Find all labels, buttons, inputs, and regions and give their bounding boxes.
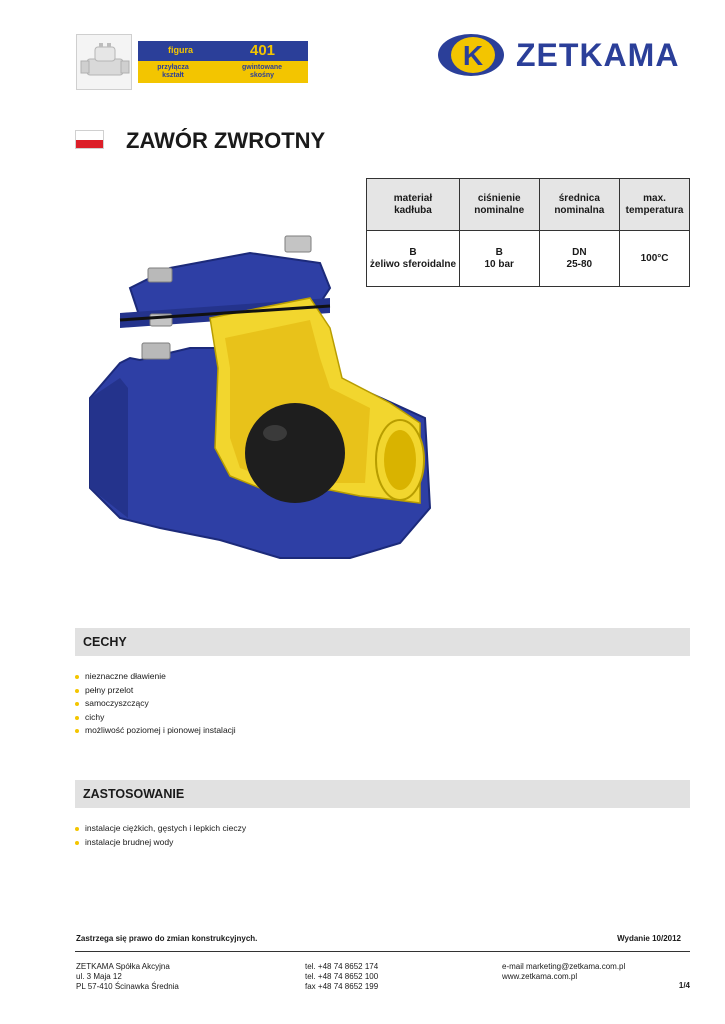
- disclaimer-note: Zastrzega się prawo do zmian konstrukcyjnych.: [76, 934, 258, 943]
- spec-header-diameter: średnica nominalna: [539, 179, 620, 231]
- features-heading: CECHY: [83, 635, 127, 649]
- logo-mark-letter: K: [462, 40, 484, 71]
- spec-value-material: B żeliwo sferoidalne: [367, 231, 460, 287]
- figure-details: [138, 61, 308, 83]
- list-item: instalacje ciężkich, gęstych i lepkich cieczy: [75, 822, 246, 836]
- bullet-icon: [75, 689, 79, 693]
- list-item: samoczyszczący: [75, 697, 236, 711]
- list-item: pełny przelot: [75, 684, 236, 698]
- list-item: instalacje brudnej wody: [75, 836, 246, 850]
- footer-web: [502, 962, 625, 982]
- bullet-icon: [75, 675, 79, 679]
- page-title: ZAWÓR ZWROTNY: [126, 128, 326, 153]
- application-section-header: [75, 780, 690, 808]
- list-item: możliwość poziomej i pionowej instalacji: [75, 724, 236, 738]
- spec-header-material: materiał kadłuba: [367, 179, 460, 231]
- email-link[interactable]: e-mail marketing@zetkama.com.pl: [502, 962, 626, 971]
- page-number: 1/4: [678, 981, 690, 990]
- figure-number: 401: [250, 42, 276, 59]
- application-heading: ZASTOSOWANIE: [83, 787, 185, 801]
- bullet-icon: [75, 729, 79, 733]
- spec-header-pressure: ciśnienie nominalne: [459, 179, 539, 231]
- zetkama-logo: [438, 33, 692, 77]
- connection-value: gwintowane skośny: [241, 64, 283, 79]
- list-item: cichy: [75, 711, 236, 725]
- bullet-icon: [75, 716, 79, 720]
- application-list: [75, 822, 246, 849]
- figure-info-box: [138, 41, 308, 83]
- valve-cutaway-image: [80, 228, 440, 573]
- edition-label: Wydanie 10/2012: [617, 934, 681, 943]
- footer-phones: tel. +48 74 8652 174 tel. +48 74 8652 100 fax +48 74 8652 199: [305, 962, 379, 991]
- product-thumbnail: [76, 34, 132, 90]
- features-section-header: [75, 628, 690, 656]
- bullet-icon: [75, 702, 79, 706]
- bullet-icon: [75, 841, 79, 845]
- spec-header-row: [367, 179, 690, 231]
- figure-label: figura: [168, 45, 194, 55]
- polish-flag-icon: [75, 130, 104, 149]
- spec-header-temperature: max. temperatura: [620, 179, 690, 231]
- footer-divider: [75, 951, 690, 952]
- connection-label: przyłącza kształt: [157, 64, 189, 79]
- features-list: [75, 670, 236, 738]
- figure-header: [138, 41, 308, 61]
- logo-mark-icon: [438, 33, 508, 77]
- list-item: nieznaczne dławienie: [75, 670, 236, 684]
- spec-value-temperature: 100°C: [620, 231, 690, 287]
- bullet-icon: [75, 827, 79, 831]
- spec-value-diameter: DN 25-80: [539, 231, 620, 287]
- website-link[interactable]: www.zetkama.com.pl: [502, 972, 578, 981]
- spec-value-pressure: B 10 bar: [459, 231, 539, 287]
- footer-address: ZETKAMA Spółka Akcyjna ul. 3 Maja 12 PL 57-410 Ścinawka Średnia: [76, 962, 179, 991]
- logo-text: ZETKAMA: [516, 37, 680, 73]
